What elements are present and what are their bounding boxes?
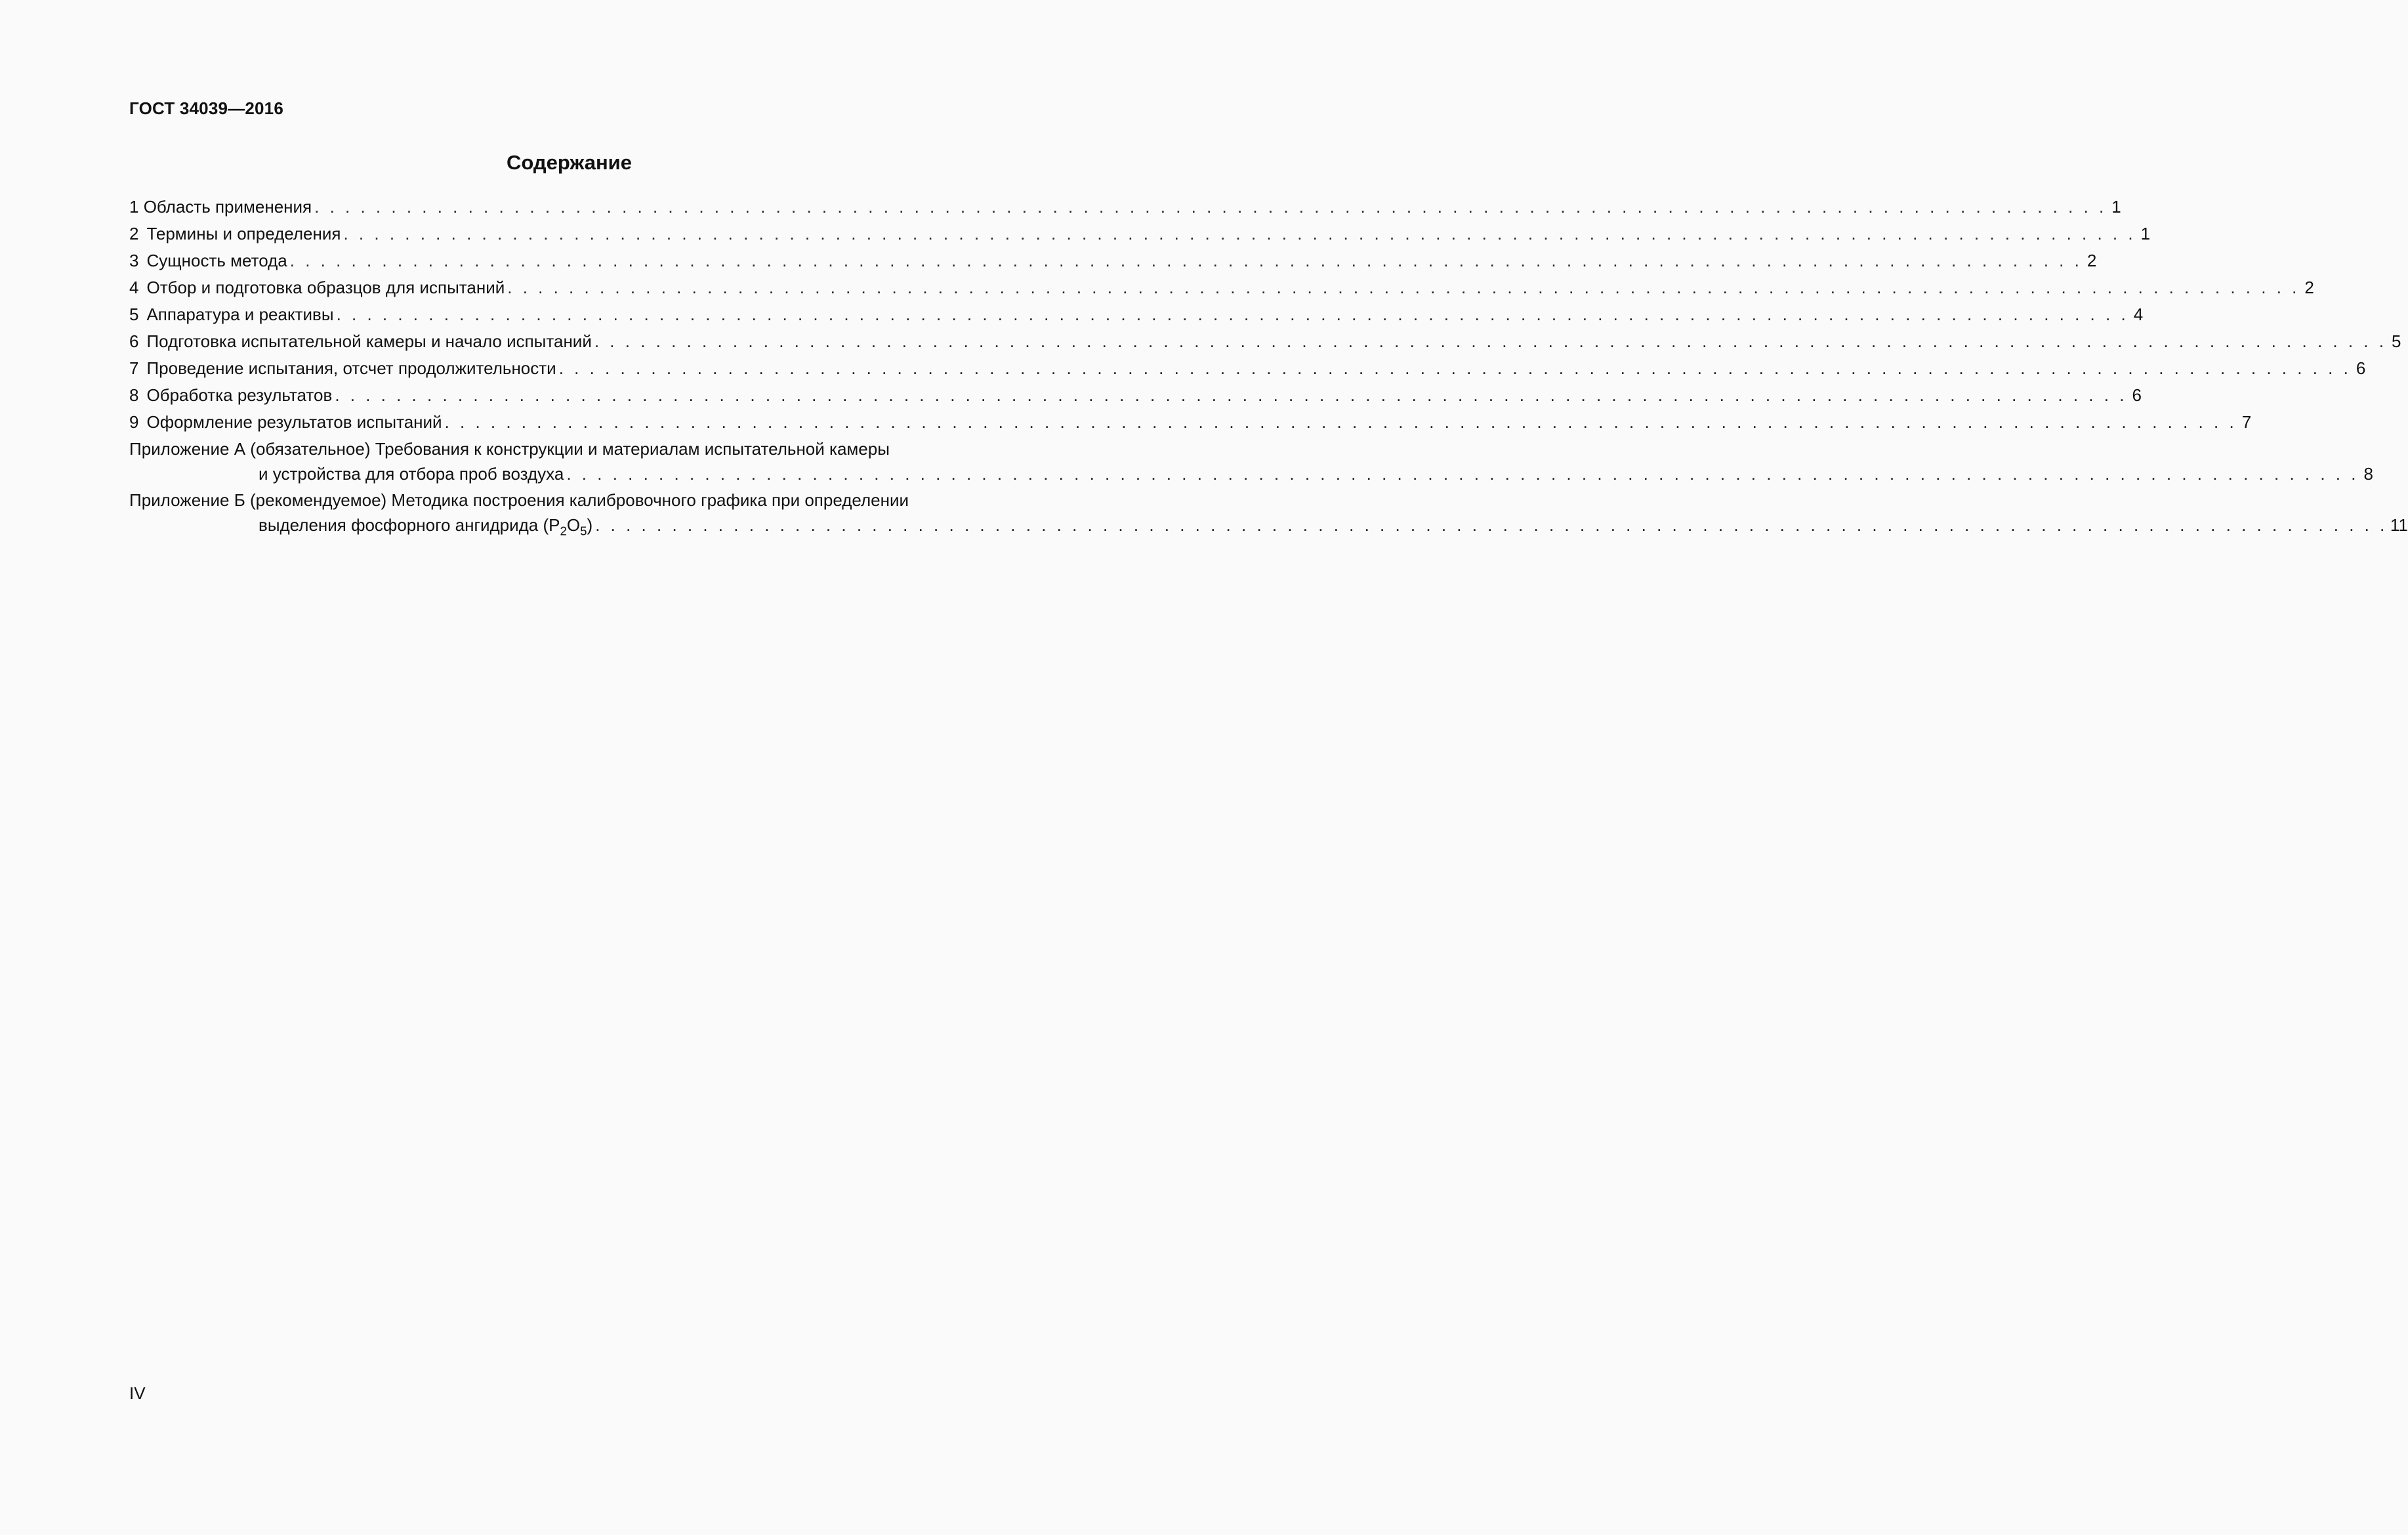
toc-item[interactable] xyxy=(129,196,2121,222)
toc-item-page: 4 xyxy=(2133,305,2144,324)
toc-item-page: 1 xyxy=(2140,224,2151,243)
dot-leader: . . . . . . . . . . . . . . . . . . . . . . . . . . . . . . . . . . . . . . . . . . . . . . . . . . . . . . . . . . . . . . . . . . . . . . . . . . . . . . . . . . . . . . . . . . . . . . . . . . . . . . . . . . . . . . . . . . . . . xyxy=(343,224,2136,243)
toc-item-number: 1 xyxy=(129,197,139,217)
toc-item-page: 2 xyxy=(2086,251,2097,270)
appendix-title-line1: Приложение Б (рекомендуемое) Методика построения калибровочного графика при определении xyxy=(129,490,909,510)
toc-item-number: 5 xyxy=(129,305,139,324)
toc-item-number: 7 xyxy=(129,358,139,378)
toc-item-number: 6 xyxy=(129,331,139,351)
dot-leader: . . . . . . . . . . . . . . . . . . . . . . . . . . . . . . . . . . . . . . . . . . . . . . . . . . . . . . . . . . . . . . . . . . . . . . . . . . . . . . . . . . . . . . . . . . . . . . . . . . . . . . . . . . . . . . . . . . . . . xyxy=(507,278,2300,297)
dot-leader: . . . . . . . . . . . . . . . . . . . . . . . . . . . . . . . . . . . . . . . . . . . . . . . . . . . . . . . . . . . . . . . . . . . . . . . . . . . . . . . . . . . . . . . . . . . . . . . . . . . . . . . . . . . . . . . . . . . . . xyxy=(566,464,2359,484)
toc-item-number: 9 xyxy=(129,412,139,432)
appendix-title-line1: Приложение А (обязательное) Требования к конструкции и материалам испытательной камеры xyxy=(129,439,890,459)
toc-item[interactable] xyxy=(129,411,2252,438)
appendix-title-line2: и устройства для отбора проб воздуха xyxy=(259,464,564,484)
toc-item-title: Оформление результатов испытаний xyxy=(146,412,442,432)
toc-item-title: Область применения xyxy=(143,197,312,217)
toc-item-number: 8 xyxy=(129,385,139,405)
document-code: ГОСТ 34039—2016 xyxy=(129,98,283,118)
toc-item-page: 6 xyxy=(2356,358,2366,378)
dot-leader: . . . . . . . . . . . . . . . . . . . . . . . . . . . . . . . . . . . . . . . . . . . . . . . . . . . . . . . . . . . . . . . . . . . . . . . . . . . . . . . . . . . . . . . . . . . . . . . . . . . . . . . . . . . . . . . . . . . . . xyxy=(558,358,2352,378)
toc-item-title: Термины и определения xyxy=(146,224,341,243)
toc-item-title: Отбор и подготовка образцов для испытаний xyxy=(146,278,505,297)
dot-leader: . . . . . . . . . . . . . . . . . . . . . . . . . . . . . . . . . . . . . . . . . . . . . . . . . . . . . . . . . . . . . . . . . . . . . . . . . . . . . . . . . . . . . . . . . . . . . . . . . . . . . . . . . . . . . . . . . . . . . xyxy=(595,515,2388,535)
toc-item[interactable] xyxy=(129,330,2401,357)
toc-item-page: 5 xyxy=(2392,331,2401,351)
toc-item[interactable] xyxy=(129,222,2151,249)
toc-title: Содержание xyxy=(507,151,632,174)
toc-item[interactable] xyxy=(129,249,2097,276)
toc-item-number: 4 xyxy=(129,278,139,297)
dot-leader: . . . . . . . . . . . . . . . . . . . . . . . . . . . . . . . . . . . . . . . . . . . . . . . . . . . . . . . . . . . . . . . . . . . . . . . . . . . . . . . . . . . . . . . . . . . . . . . . . . . . . . . . . . . . . . . . . . . . . xyxy=(314,197,2107,217)
toc-item[interactable] xyxy=(129,276,2314,303)
toc-appendix-a[interactable] xyxy=(129,438,2373,489)
toc-item[interactable] xyxy=(129,303,2144,330)
toc-item-page: 6 xyxy=(2132,385,2142,405)
toc-item-title: Сущность метода xyxy=(146,251,287,270)
toc-item[interactable] xyxy=(129,357,2366,384)
page-number: IV xyxy=(129,1383,146,1403)
toc-appendix-b[interactable] xyxy=(129,489,2408,541)
toc-item-page: 8 xyxy=(2363,464,2373,484)
dot-leader: . . . . . . . . . . . . . . . . . . . . . . . . . . . . . . . . . . . . . . . . . . . . . . . . . . . . . . . . . . . . . . . . . . . . . . . . . . . . . . . . . . . . . . . . . . . . . . . . . . . . . . . . . . . . . . . . . . . . . xyxy=(336,305,2129,324)
table-of-contents xyxy=(129,196,2408,541)
dot-leader: . . . . . . . . . . . . . . . . . . . . . . . . . . . . . . . . . . . . . . . . . . . . . . . . . . . . . . . . . . . . . . . . . . . . . . . . . . . . . . . . . . . . . . . . . . . . . . . . . . . . . . . . . . . . . . . . . . . . . xyxy=(335,385,2127,405)
toc-item-page: 1 xyxy=(2111,197,2121,217)
toc-item[interactable] xyxy=(129,384,2142,411)
dot-leader: . . . . . . . . . . . . . . . . . . . . . . . . . . . . . . . . . . . . . . . . . . . . . . . . . . . . . . . . . . . . . . . . . . . . . . . . . . . . . . . . . . . . . . . . . . . . . . . . . . . . . . . . . . . . . . . . . . . . . xyxy=(444,412,2237,432)
dot-leader: . . . . . . . . . . . . . . . . . . . . . . . . . . . . . . . . . . . . . . . . . . . . . . . . . . . . . . . . . . . . . . . . . . . . . . . . . . . . . . . . . . . . . . . . . . . . . . . . . . . . . . . . . . . . . . . . . . . . . xyxy=(289,251,2083,270)
toc-item-number: 3 xyxy=(129,251,139,270)
dot-leader: . . . . . . . . . . . . . . . . . . . . . . . . . . . . . . . . . . . . . . . . . . . . . . . . . . . . . . . . . . . . . . . . . . . . . . . . . . . . . . . . . . . . . . . . . . . . . . . . . . . . . . . . . . . . . . . . . . . . . xyxy=(594,331,2387,351)
appendix-title-line2: выделения фосфорного ангидрида $(P_2O_5)$ xyxy=(259,515,593,538)
toc-item-page: 11 xyxy=(2390,515,2408,535)
toc-item-title: Подготовка испытательной камеры и начало испытаний xyxy=(146,331,592,351)
toc-item-title: Аппаратура и реактивы xyxy=(146,305,334,324)
toc-item-title: Обработка результатов xyxy=(146,385,333,405)
toc-item-number: 2 xyxy=(129,224,139,243)
toc-item-title: Проведение испытания, отсчет продолжительности xyxy=(146,358,556,378)
toc-item-page: 7 xyxy=(2241,412,2252,432)
toc-item-page: 2 xyxy=(2304,278,2314,297)
